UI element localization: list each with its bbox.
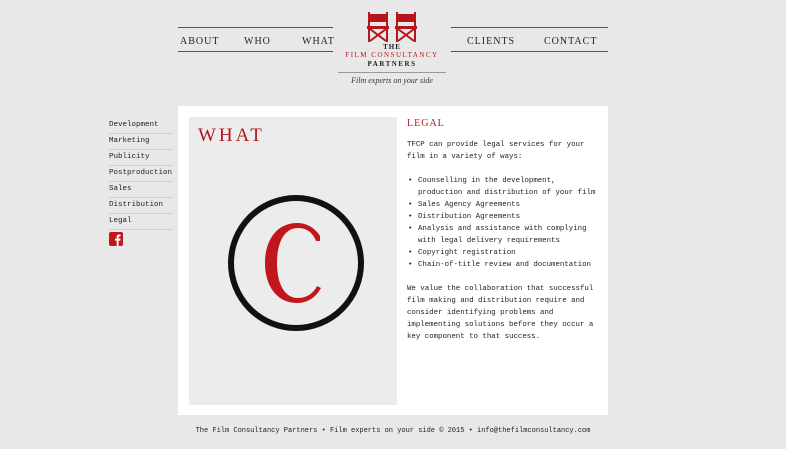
main-content-panel [178,106,608,415]
director-chairs-icon [336,12,448,42]
sidebar-item-development[interactable]: Development [109,118,173,134]
nav-rule-bottom-left [178,51,333,52]
nav-rule-bottom-right [451,51,608,52]
list-item: • Chain-of-title review and documentation [407,259,597,271]
page-heading: WHAT [198,125,265,146]
facebook-icon[interactable] [109,232,123,246]
sidebar-item-legal[interactable]: Legal [109,214,173,230]
list-item: • Analysis and assistance with complying with legal delivery requirements [407,223,597,247]
sidebar-item-sales[interactable]: Sales [109,182,173,198]
nav-link-contact[interactable]: CONTACT [544,36,598,47]
nav-link-clients[interactable]: CLIENTS [467,36,516,47]
sidebar-menu [109,118,173,230]
closing-text: We value the collaboration that successful film making and distribution require and consider identifying problems and implementing solutions before they occur a key component to that success. [407,285,594,341]
director-chair-icon [395,12,417,42]
nav-link-about[interactable]: ABOUT [180,36,220,47]
nav-rule-top-left [178,27,333,28]
site-footer: The Film Consultancy Partners • Film experts on your side © 2015 • info@thefilmconsultancy.com [195,427,591,435]
logo-line-film-consultancy: FILM CONSULTANCY [345,51,439,59]
sidebar-item-postproduction[interactable]: Postproduction [109,166,173,182]
logo-line-partners: PARTNERS [367,60,417,68]
services-list [407,175,597,271]
sidebar-item-distribution[interactable]: Distribution [109,198,173,214]
logo-tagline: Film experts on your side [351,76,433,85]
hero-image-box [189,117,397,405]
sidebar-item-publicity[interactable]: Publicity [109,150,173,166]
legal-section [407,118,597,355]
nav-rule-top-right [451,27,608,28]
site-logo[interactable] [336,12,448,85]
copyright-icon [227,194,365,332]
sidebar-item-marketing[interactable]: Marketing [109,134,173,150]
logo-divider [338,72,446,73]
list-item: • Copyright registration [407,247,597,259]
list-item: • Counselling in the development, production and distribution of your film [407,175,597,199]
list-item: • Sales Agency Agreements [407,199,597,211]
nav-link-what[interactable]: WHAT [302,36,335,47]
intro-text: TFCP can provide legal services for your film in a variety of ways: [407,141,585,161]
director-chair-icon [367,12,389,42]
nav-link-who[interactable]: WHO [244,36,271,47]
list-item: • Distribution Agreements [407,211,597,223]
facebook-glyph-icon [109,232,123,246]
section-title: LEGAL [407,118,445,129]
logo-line-the: THE [383,43,401,51]
